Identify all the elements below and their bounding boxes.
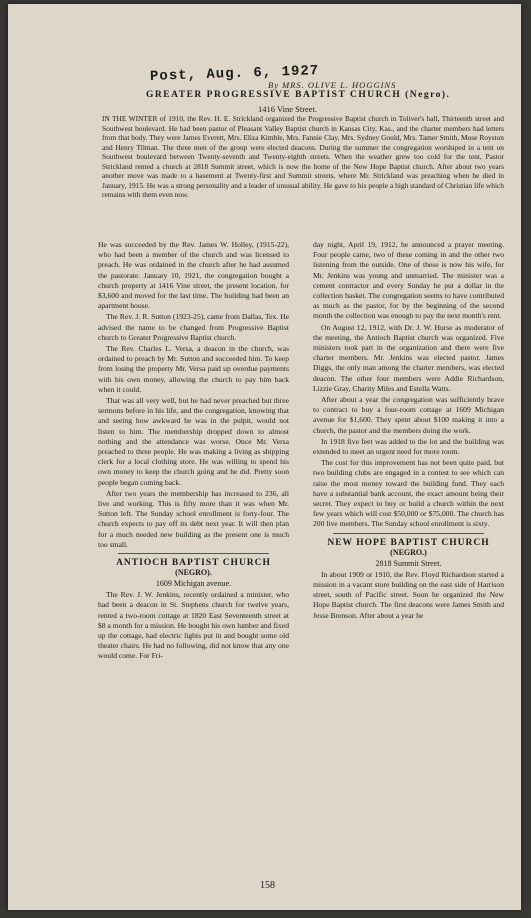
body-paragraph: After two years the membership has increased to 236, all live and working. This is fifty more than it was when Mr. Sutton left. The Sunday school enrollment is forty-four. The church expects to pay off its debt next year. It will then plan for a much needed new building as the present one is much too small. — [98, 488, 289, 549]
section-subtitle: (NEGRO.) — [390, 547, 427, 557]
body-paragraph: After about a year the congregation was sufficiently brave to contract to buy a four-room cottage at 1609 Michigan avenue for $1,600. They spent about $100 making it into a church, the pastor and the members doing the work. — [313, 395, 504, 435]
section-subtitle: (NEGRO). — [175, 568, 212, 578]
article-title: GREATER PROGRESSIVE BAPTIST CHURCH (Negro). — [146, 90, 451, 100]
section-title: ANTIOCH BAPTIST CHURCH — [116, 558, 271, 569]
body-paragraph: On August 12, 1912, with Dr. J. W. Hurse as moderator of the meeting, the Antioch Baptist church was organized. Five ministers took part in the organization and there were five charter members. Mr. Jenkins was elected pastor. James Diggs, the only man among the charter members, was elected deacon. The other four members were Addie Richardson, Lizzie Gray, Charity Miles and Estella Watts. — [313, 322, 504, 393]
left-column — [98, 240, 289, 663]
body-paragraph: day night, April 19, 1912, he announced a prayer meeting. Four people came, two of these coming in and the other two listening from the outside. One of these is now his wife, for Mr. Jenkins was young and unmarried. The minister was a cement contractor and every Sunday he put a dollar in the collection basket. The congregation seems to have contributed as much as the pastor, for by the beginning of the second month the collection was enough to pay the next month's rent. — [313, 240, 504, 321]
body-paragraph: The Rev. Charles L. Versa, a deacon in the church, was ordained to preach by Mr. Sutton and succeeded him. To keep from losing the property Mr. Versa paid up overdue payments with his own money, allowing the church to pay him back when it could. — [98, 344, 289, 394]
body-paragraph: The cost for this improvement has not been quite paid, but two building clubs are engaged in a contest to see which can raise the most money toward the building fund. They each have a substantial bank account, the exact amount being their secret. They expect to buy or build a church within the next few years which will cost $50,000 or $75,000. The church has 200 live members. The Sunday school enrollment is sixty. — [313, 458, 504, 529]
body-paragraph: He was succeeded by the Rev. James W. Holley, (1915-22), who had been a member of the church and was licensed to preach. He was ordained in the church after he had assumed the pastorate. January 10, 1921, the congregation bought a church property at 1416 Vine street, the present location, for $3,600 and moved for the last time. The building had been an apartment house. — [98, 240, 289, 311]
date-stamp: Post, Aug. 6, 1927 — [149, 63, 320, 85]
byline: By MRS. OLIVE L. HOGGINS — [268, 80, 397, 90]
body-paragraph: That was all very well, but he had never preached but three sermons before in his life, and the congregation, knowing that and seeing how awkward he was in the pulpit, would not listen to him. The membership dropped down to almost nothing and the attendance was worse. Once Mr. Versa preached to three people. He was making a living as shipping clerk for a local clothing store. He was willing to spend his own money to keep the church going and he did. Pretty soon people began coming back. — [98, 396, 289, 487]
section-address: 1609 Michigan avenue. — [155, 579, 232, 589]
section-title: NEW HOPE BAPTIST CHURCH — [327, 537, 490, 548]
section-divider — [333, 533, 484, 534]
body-paragraph: The Rev. J. R. Sutton (1923-25), came from Dallas, Tex. He advised the name to be changed from Progressive Baptist church to Greater Progressive Baptist church. — [98, 312, 289, 342]
section-address: 2818 Summit Street. — [375, 558, 442, 568]
body-paragraph: In about 1909 or 1910, the Rev. Floyd Richardson started a mission in a vacant store building on the east side of Harrison street, south of Pacific street. Soon he organized the New Hope Baptist church. The first deacons were James Smith and Jesse Brenson. After about a year he — [313, 569, 504, 620]
document-page — [8, 4, 521, 910]
church-address: 1416 Vine Street. — [258, 104, 318, 114]
right-column — [313, 240, 504, 622]
body-paragraph: In 1918 five feet was added to the lot and the building was extended to meet an urgent need for more room. — [313, 436, 504, 457]
section-divider — [118, 553, 269, 554]
intro-paragraph: IN THE WINTER of 1910, the Rev. H. E. Strickland organized the Progressive Baptist church in Toliver's hall, Thirteenth street and Southwest boulevard. He had been pastor of Pleasant Valley Baptist church in Kansas City, Kas., and the charter members had letters from that body. They were James Everett, Mrs. Eliza Kimble, Mrs. Fannie Clay, Mrs. Sydney Gould, Mrs. Tamer Smith, Mose Royston and Henry Tilman. The three men of the group were elected deacons. During the summer the congregation worshiped in a tent on Southwest boulevard between Twenty-seventh and Twenty-eighth streets. When the weather grew too cold for the tent, Pastor Strickland rented a church at 2818 Summit street, which is now the home of the New Hope Baptist church. After about two years another move was made to a basement at Twenty-first and Summit streets, where Mr. Strickland was preaching when he died in January, 1915. He was a strong personality and a leader of unusual ability. He gave to his people a high standard of Christian life which remains with them even now. — [102, 114, 504, 199]
page-number: 158 — [260, 880, 275, 891]
body-paragraph: The Rev. J. W. Jenkins, recently ordained a minister, who had been a deacon in St. Stephens church for twelve years, rented a two-room cottage at 1820 East Seventeenth street at $8 a month for a mission. He bought his own lumber and fixed up the cottage, had electric lights put in and bought some old theater chairs. He had no following, did not know that any one would come. For Fri- — [98, 590, 289, 661]
